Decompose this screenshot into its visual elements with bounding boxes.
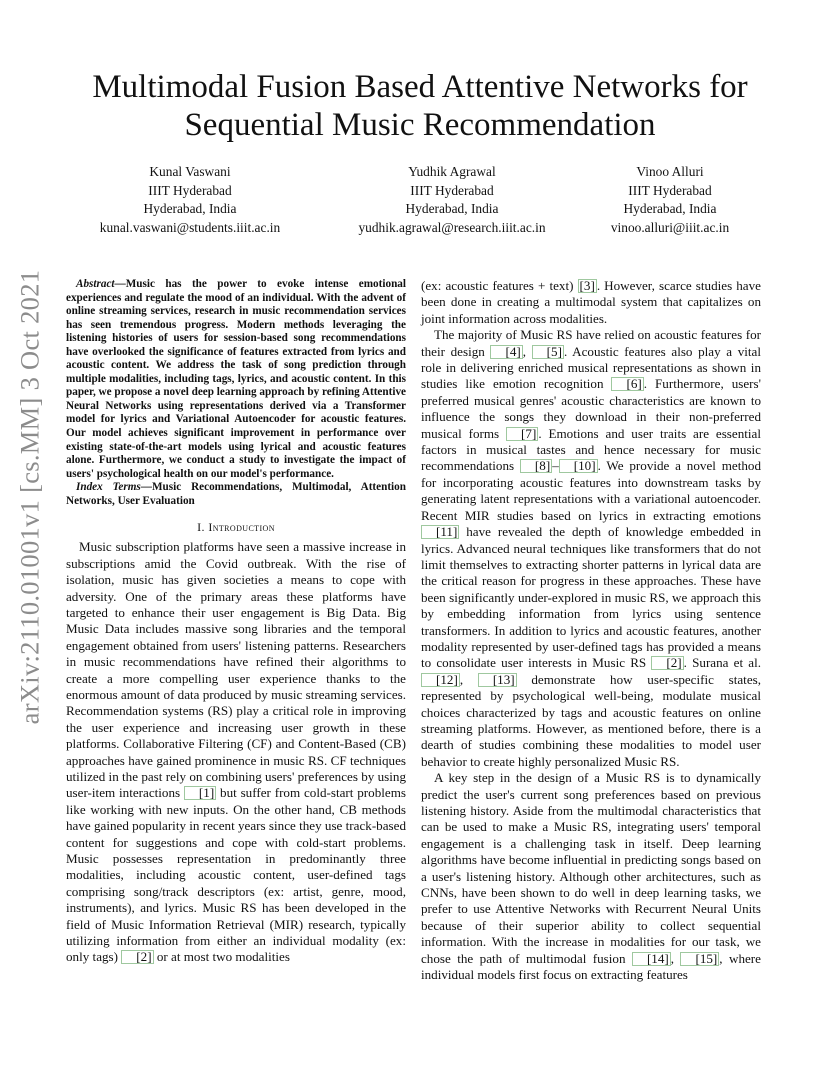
citation-link[interactable]: [5]	[532, 345, 564, 359]
continued-paragraph	[421, 278, 761, 327]
citation-link[interactable]: [7]	[506, 427, 538, 441]
text-run: ,	[522, 343, 532, 359]
text-run: (ex: acoustic features + text)	[421, 278, 578, 293]
citation-link[interactable]: [15]	[680, 952, 719, 966]
author-email: vinoo.alluri@iiit.ac.in	[610, 219, 730, 235]
citation-link[interactable]: [3]	[579, 278, 595, 293]
citation-link[interactable]: [10]	[559, 459, 598, 473]
text-run: . However, scarce studies have been done in creating a multimodal system that capitalizes on joint information across modalities.	[421, 278, 761, 326]
right-column	[421, 278, 761, 983]
text-run: The majority of Music RS have relied on acoustic features for their design	[421, 327, 761, 359]
arxiv-identifier: arXiv:2110.01001v1 [cs.MM] 3 Oct 2021	[14, 269, 45, 725]
author-affiliation: IIIT Hyderabad	[410, 182, 494, 198]
body-paragraph	[421, 327, 761, 770]
abstract	[66, 278, 406, 481]
citation-link[interactable]: [2]	[121, 950, 153, 964]
intro-paragraph	[66, 539, 406, 966]
paper-title: Multimodal Fusion Based Attentive Networks for Sequential Music Recommendation	[92, 69, 748, 143]
section-heading	[66, 520, 406, 535]
author-location: Hyderabad, India	[623, 201, 717, 216]
text-run: but suffer from cold-start problems like working with new inputs. On the other hand, CB methods have gained popularity in recent years since they use track-based content for suggestions and cope with cold-start problems. Music possesses representation in predominantly three modalities, including acoustic content, user-defined tags comprising song/track descriptors (ex: artist, genre, mood, instruments), and lyrics. Music RS has been developed in the field of Music Information Retrieval (MIR) research, typically utilizing information from either an individual modality (ex: only tags)	[66, 785, 406, 965]
text-run: ,	[459, 671, 478, 687]
author-name: Yudhik Agrawal	[408, 164, 496, 179]
citation-link[interactable]: [4]	[490, 345, 522, 359]
citation-link[interactable]: [13]	[478, 673, 517, 687]
citation-link[interactable]: [2]	[651, 656, 683, 670]
section-number: I.	[197, 520, 205, 535]
author-affiliation: IIIT Hyderabad	[628, 182, 712, 198]
index-terms-lead: Index Terms	[76, 481, 141, 494]
citation-link[interactable]: [12]	[421, 673, 460, 687]
author-3	[570, 163, 770, 237]
author-email: yudhik.agrawal@research.iiit.ac.in	[358, 219, 546, 235]
author-1	[95, 163, 285, 237]
author-2	[332, 163, 572, 237]
index-terms	[66, 481, 406, 508]
text-run: . Acoustic features also play a vital role in delivering enriched musical representations as shown in studies like emotion recognition	[421, 343, 762, 392]
citation-link[interactable]: [11]	[421, 525, 459, 539]
text-run: . We provide a novel method for incorporating acoustic features into downstream tasks by generating latent representations with a variational autoencoder. Recent MIR studies based on lyrics in extracting emotions	[421, 458, 761, 523]
text-run: demonstrate how user-specific states, represented by psychological well-being, modulate musical choices characterized by tags and acoustic features on online streaming platforms. However, as mentioned before, there is a dearth of studies combining these modalities to model user behavior to create highly personalized Music RS.	[421, 671, 762, 769]
abstract-lead: Abstract	[76, 278, 115, 290]
text-run: or at most two modalities	[153, 949, 290, 965]
text-run: ,	[670, 950, 681, 966]
author-location: Hyderabad, India	[405, 201, 499, 216]
author-name: Kunal Vaswani	[149, 164, 231, 179]
section-title: Introduction	[208, 520, 275, 535]
text-run: A key step in the design of a Music RS is to dynamically predict the user's current song preferences based on previous listening history. Aside from the multimodal characteristics that can be used to make a Music RS, integrating users' temporal engagement is a challenging task in itself. Deep learning algorithms have become influential in predicting songs based on a user's listening history. Although other architectures, such as CNNs, have been shown to do well in deep learning tasks, we prefer to use Attentive Networks with Recurrent Neural Units because of their superior ability to collect sequential information. With the increase in modalities for our task, we chose the path of multimodal fusion	[421, 770, 761, 966]
text-run: . Emotions and user traits are essential factors in musical tastes and hence necessary for music recommendations	[421, 425, 761, 474]
author-email: kunal.vaswani@students.iiit.ac.in	[99, 219, 281, 235]
text-run: . Furthermore, users' preferred musical genres' acoustic characteristics are known to influence the songs they download in their non-preferred musical forms	[421, 376, 761, 441]
author-location: Hyderabad, India	[143, 201, 237, 216]
text-run: , where individual models first focus on extracting features	[421, 950, 761, 983]
author-name: Vinoo Alluri	[636, 164, 704, 179]
index-terms-text: —Music Recommendations, Multimodal, Attention Networks, User Evaluation	[66, 481, 406, 507]
abstract-text: —Music has the power to evoke intense emotional experiences and regulate the mood of an individual. With the advent of online streaming services, research in music recommendation services has seen tremendous progress. Modern methods leveraging the listening histories of users for session-based song recommendations have overlooked the significance of features extracted from lyrics and acoustic content. We address the task of song prediction through multiple modalities, including tags, lyrics, and acoustic content. In this paper, we propose a novel deep learning approach by refining Attentive Neural Networks using representations derived via a Transformer model for lyrics and Variational Autoencoder for acoustic features. Our model achieves significant improvement in performance over existing state-of-the-art models using lyrical and acoustic features alone. Furthermore, we conduct a study to investigate the impact of users' psychological health on our model's performance.	[66, 278, 406, 480]
text-run: have revealed the depth of knowledge embedded in lyrics. Advanced neural techniques like transformers that do not limit themselves to extracting shorter patterns in lyrical data are the critical reason for progress in these approaches. These have been significantly under-explored in music RS, we approach this by embedding information from lyrics using sentence transformers. In addition to lyrics and acoustic features, another modality represented by user-defined tags has provided a means to consolidate user interests in Music RS	[421, 524, 761, 671]
citation-link[interactable]: [1]	[184, 786, 216, 800]
body-paragraph	[421, 770, 761, 983]
text-run: Music subscription platforms have seen a massive increase in subscriptions amid the Covid outbreak. With the rise of isolation, music has given societies a means to cope with adversity. One of the primary areas these platforms have targeted to enhance their user engagement is Big Data. Big Music Data includes massive song libraries and the temporal engagement obtained from users' listening patterns. Researchers in music recommendations have refined their algorithms to create a more compelling user experience thanks to the enormous amount of data produced by music streaming services. Recommendation systems (RS) play a critical role in improving the user experience and increasing user growth in these platforms. Collaborative Filtering (CF) and Content-Based (CB) approaches have gained prominence in music RS. CF techniques utilized in the past rely on combining users' preferences by using user-item interactions	[66, 539, 406, 801]
left-column	[66, 278, 406, 966]
author-block	[60, 163, 780, 243]
citation-link[interactable]: [8]	[520, 459, 552, 473]
text-run: –	[552, 458, 559, 474]
citation-link[interactable]: [6]	[611, 377, 643, 391]
arxiv-side-label	[8, 269, 52, 725]
author-affiliation: IIIT Hyderabad	[148, 182, 232, 198]
citation-link[interactable]: [14]	[632, 952, 671, 966]
text-run: . Surana et al.	[683, 655, 761, 671]
